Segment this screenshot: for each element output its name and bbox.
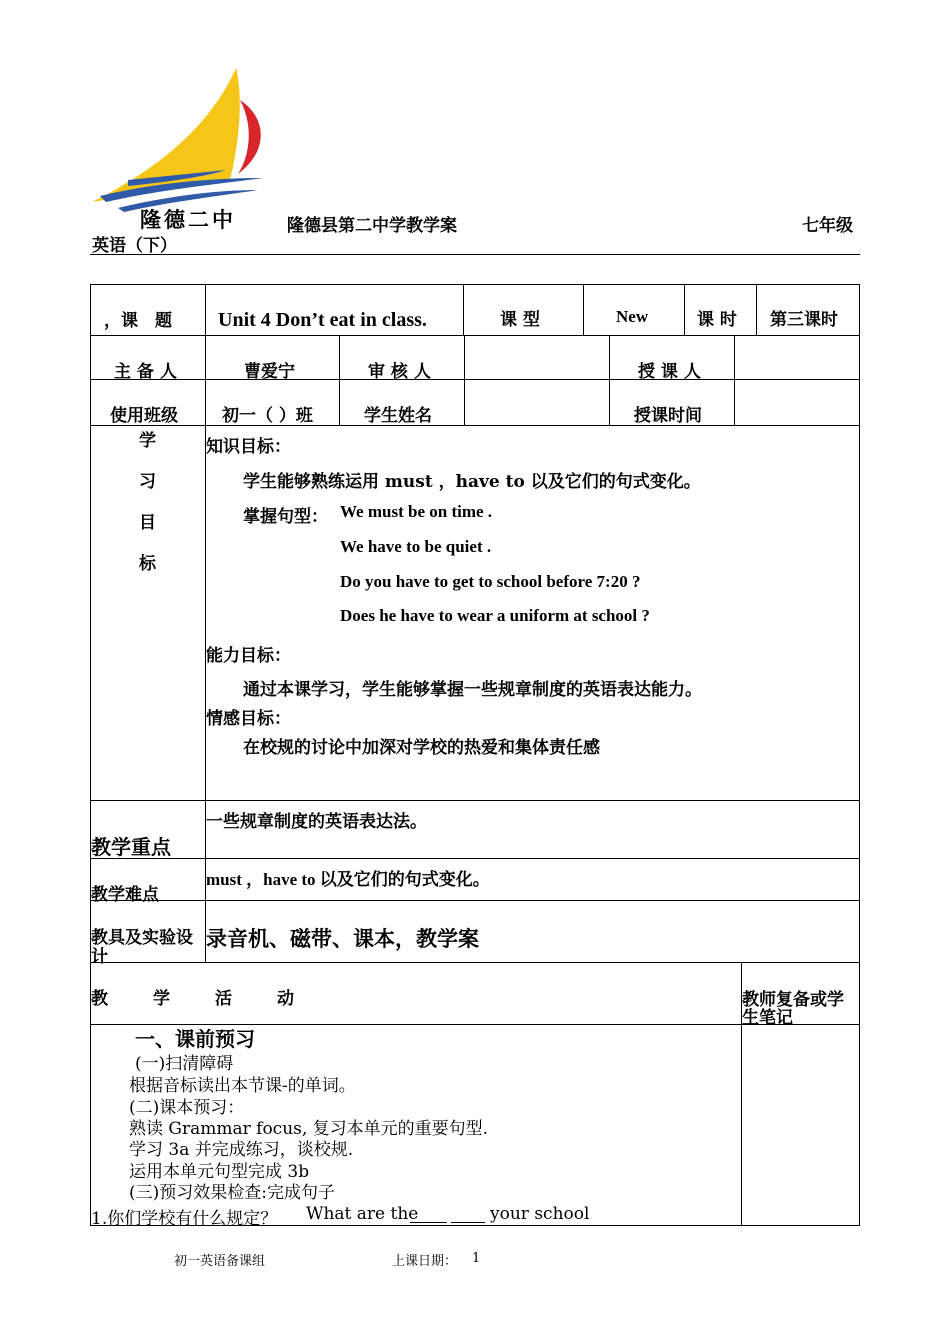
label-reviewer: 审 核 人 — [368, 362, 431, 382]
cell-teacher — [734, 335, 860, 380]
lesson-topic: Unit 4 Don’t eat in class. — [218, 309, 427, 331]
label-period: 课 时 — [697, 310, 737, 330]
knowledge-title: 知识目标： — [206, 437, 291, 457]
preparer-name: 曹爱宁 — [244, 362, 295, 382]
activity-label-char: 学 — [153, 989, 170, 1009]
footer-page: 1 — [472, 1251, 481, 1266]
question-1-en-b: your school — [490, 1204, 590, 1224]
preview-sub1: (一)扫清障碍 — [135, 1054, 234, 1074]
preview-line4: 运用本单元句型完成 3b — [129, 1162, 310, 1182]
preview-sub2: (二)课本预习： — [129, 1098, 245, 1118]
difficulty-value: must ，have to 以及它们的句式变化。 — [206, 870, 490, 889]
label-student: 学生姓名 — [364, 406, 432, 426]
pattern-sentence: We must be on time . — [340, 502, 493, 521]
header-divider — [90, 254, 860, 255]
preview-line2: 熟读 Grammar focus, 复习本单元的重要句型. — [129, 1119, 489, 1139]
activity-label-char: 活 — [215, 989, 232, 1009]
goals-label-char: 学 — [139, 431, 156, 451]
key-label: 教学重点 — [91, 835, 171, 859]
tools-label-line2: 计 — [91, 947, 108, 967]
lesson-period: 第三课时 — [770, 310, 838, 330]
notes-label-line2: 生笔记 — [742, 1008, 793, 1028]
cell-activity-label — [90, 962, 742, 1025]
footer-date-label: 上课日期： — [392, 1254, 458, 1269]
notes-label-line1: 教师复备或学 — [742, 990, 844, 1010]
preview-line1: 根据音标读出本节课-的单词。 — [129, 1076, 356, 1096]
emotion-title: 情感目标： — [206, 709, 291, 729]
preview-line3: 学习 3a 并完成练习，谈校规. — [129, 1140, 354, 1160]
preview-sub3: (三)预习效果检查:完成句子 — [129, 1183, 335, 1203]
cell-student — [464, 379, 610, 426]
pattern-sentence: Does he have to wear a uniform at school ? — [340, 606, 650, 625]
pattern-sentence: Do you have to get to school before 7:20 ? — [340, 572, 641, 591]
label-type: 课 型 — [500, 310, 540, 330]
question-1-cn: 1.你们学校有什么规定？ — [91, 1209, 278, 1229]
emotion-line: 在校规的讨论中加深对学校的热爱和集体责任感 — [243, 738, 600, 758]
label-teacher: 授 课 人 — [638, 362, 701, 382]
label-topic: ，课 题 — [104, 311, 172, 331]
lesson-type: New — [616, 307, 649, 326]
cell-time — [734, 379, 860, 426]
key-value: 一些规章制度的英语表达法。 — [206, 812, 427, 832]
label-time: 授课时间 — [634, 406, 702, 426]
class-value: 初一（ ）班 — [222, 406, 313, 426]
preview-title: 一、课前预习 — [135, 1027, 255, 1051]
tools-label-line1: 教具及实验设 — [91, 928, 193, 948]
logo-text: 隆德二中 — [140, 207, 236, 232]
school-title: 隆德县第二中学教学案 — [287, 216, 457, 236]
difficulty-label: 教学难点 — [91, 885, 159, 905]
subject-label: 英语（下） — [92, 236, 177, 256]
activity-label-char: 教 — [91, 989, 108, 1009]
activity-label-char: 动 — [277, 989, 294, 1009]
ability-title: 能力目标： — [206, 646, 291, 666]
question-1-en-a: What are the — [306, 1204, 419, 1224]
goals-label-char: 标 — [139, 554, 156, 574]
goals-label-char: 习 — [139, 472, 156, 492]
pattern-label: 掌握句型： — [243, 507, 328, 527]
label-preparer: 主 备 人 — [114, 362, 177, 382]
blank-2[interactable] — [451, 1222, 485, 1223]
label-class: 使用班级 — [110, 406, 178, 426]
goals-label-char: 目 — [139, 513, 156, 533]
cell-notes — [741, 1024, 860, 1226]
pattern-sentence: We have to be quiet . — [340, 537, 492, 556]
knowledge-line: 学生能够熟练运用 must ，have to 以及它们的句式变化。 — [243, 472, 701, 492]
tools-value: 录音机、磁带、课本，教学案 — [206, 926, 479, 951]
cell-reviewer — [464, 335, 610, 380]
grade-label: 七年级 — [802, 216, 853, 236]
footer-group: 初一英语备课组 — [174, 1254, 266, 1269]
ability-line: 通过本课学习，学生能够掌握一些规章制度的英语表达能力。 — [243, 680, 702, 700]
blank-1[interactable] — [410, 1222, 447, 1223]
